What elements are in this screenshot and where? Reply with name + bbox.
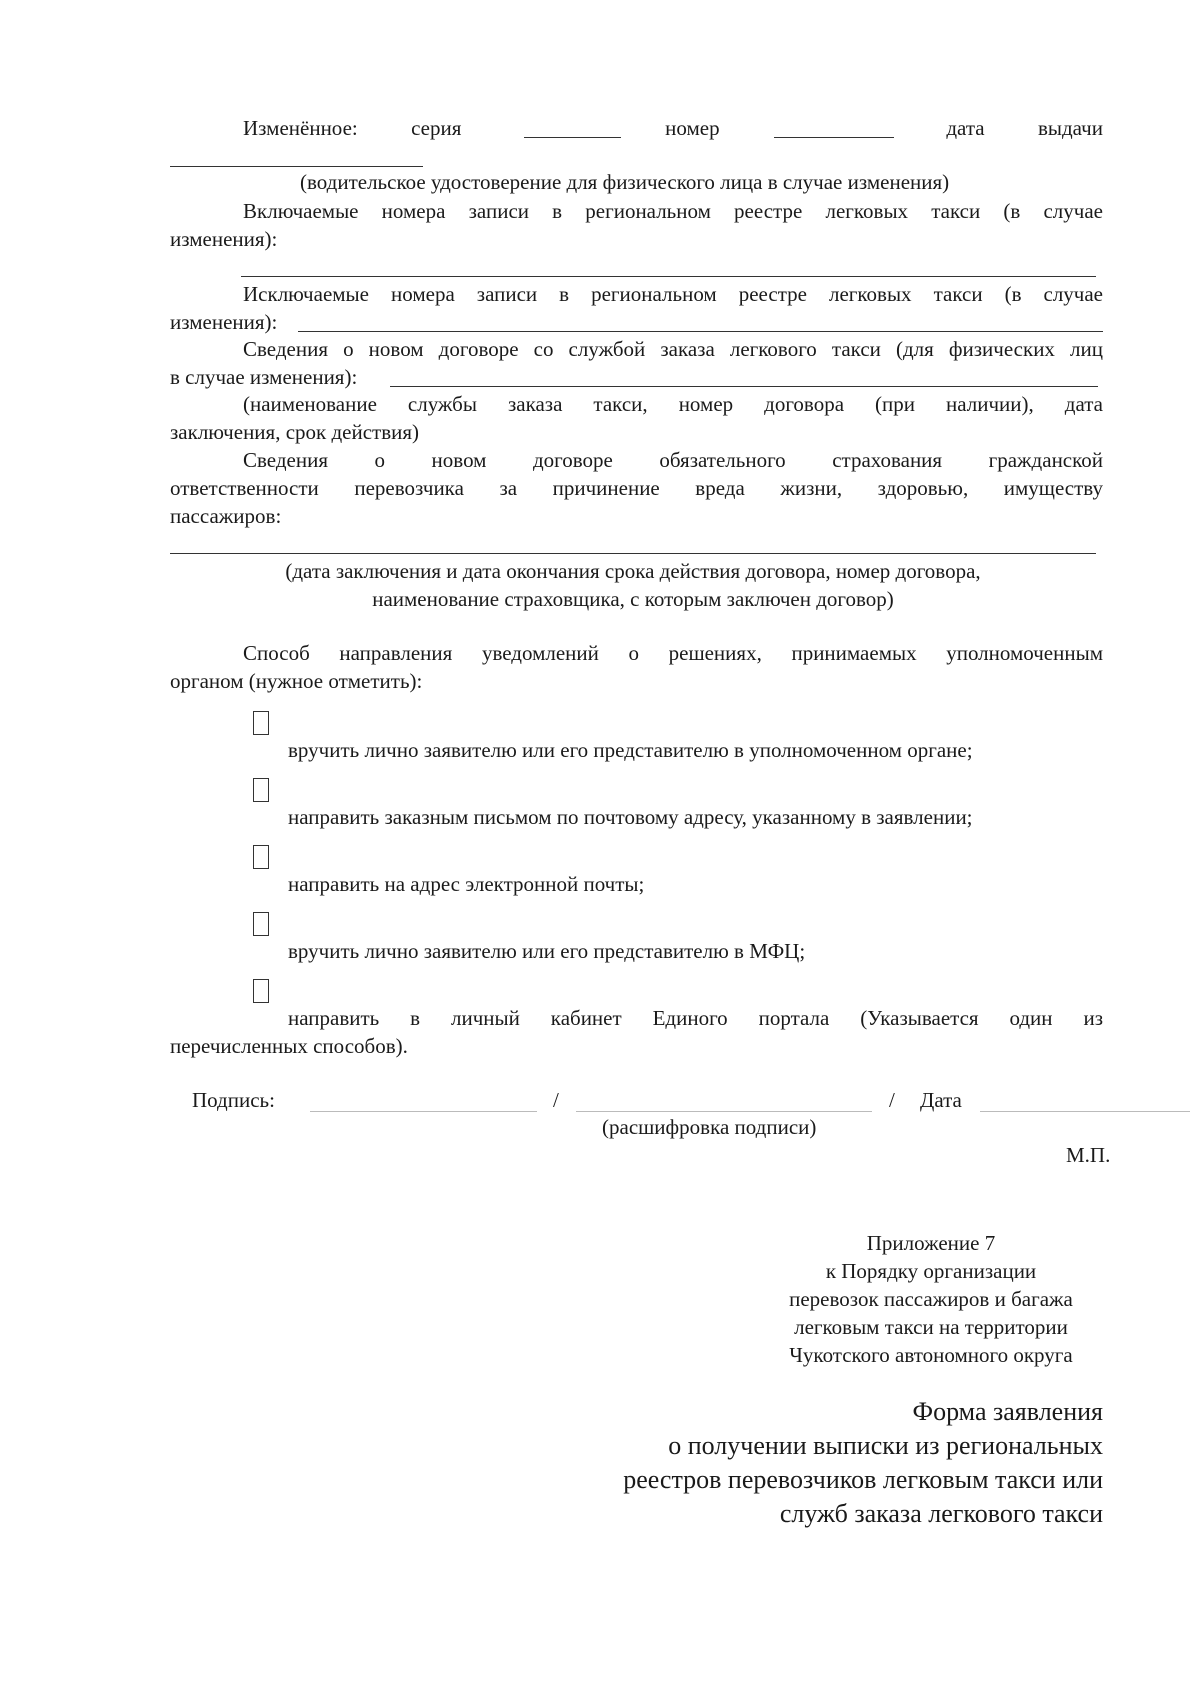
option-checkbox-4[interactable] (253, 912, 269, 936)
excluded-records-field[interactable] (298, 331, 1103, 332)
form-title-line-2: о получении выписки из региональных (668, 1431, 1103, 1460)
issue-label: выдачи (1037, 116, 1103, 140)
insurance-field[interactable] (170, 553, 1096, 554)
notification-line2: органом (нужное отметить): (170, 669, 423, 693)
appendix-line-3: перевозок пассажиров и багажа (789, 1287, 1073, 1311)
form-title-line-1: Форма заявления (912, 1397, 1103, 1426)
insurance-caption1: (дата заключения и дата окончания срока действия договора, номер договора, (285, 559, 981, 583)
signature-date-field[interactable] (980, 1111, 1190, 1112)
date-label: дата (946, 116, 985, 140)
excluded-records-line2: изменения): (170, 310, 278, 334)
included-records-field[interactable] (241, 276, 1096, 277)
option-label-2: направить заказным письмом по почтовому адресу, указанному в заявлении; (288, 805, 973, 829)
new-contract-caption1: (наименование службы заказа такси, номер договора (при наличии), дата (243, 392, 1103, 416)
signature-label: Подпись: (192, 1088, 275, 1112)
included-records-line2: изменения): (170, 227, 278, 251)
series-label: серия (411, 116, 462, 140)
changed-license-row (243, 115, 1103, 142)
option-label-4: вручить лично заявителю или его представителю в МФЦ; (288, 939, 806, 963)
option-label-3: направить на адрес электронной почты; (288, 872, 645, 896)
notification-line1: Способ направления уведомлений о решениях, принимаемых уполномоченным (243, 641, 1103, 665)
option-label-5: направить в личный кабинет Единого портала (Указывается один из (288, 1006, 1103, 1030)
new-contract-field[interactable] (390, 386, 1098, 387)
form-title-line-4: служб заказа легкового такси (779, 1499, 1103, 1528)
stamp-label: М.П. (1066, 1143, 1111, 1167)
form-title-line-3: реестров перевозчиков легковым такси или (623, 1465, 1103, 1494)
option-label-5-line2: перечисленных способов). (170, 1034, 408, 1058)
insurance-line3: пассажиров: (170, 504, 282, 528)
changed-label: Изменённое: (243, 116, 358, 140)
option-checkbox-5[interactable] (253, 979, 269, 1003)
signature-date-label: Дата (920, 1088, 962, 1112)
appendix-line-4: легковым такси на территории (794, 1315, 1068, 1339)
signature-decode-caption: (расшифровка подписи) (602, 1115, 817, 1139)
new-contract-caption2: заключения, срок действия) (170, 420, 420, 444)
issue-date-field[interactable] (170, 166, 423, 167)
series-field[interactable] (524, 137, 621, 138)
option-label-1: вручить лично заявителю или его представителю в уполномоченном органе; (288, 738, 973, 762)
included-records-line1: Включаемые номера записи в региональном реестре легковых такси (в случае (243, 199, 1103, 223)
appendix-line-5: Чукотского автономного округа (789, 1343, 1073, 1367)
signature-decode-field[interactable] (576, 1111, 872, 1112)
insurance-line1: Сведения о новом договоре обязательного страхования гражданской (243, 448, 1103, 472)
signature-slash-1: / (553, 1088, 559, 1112)
option-checkbox-2[interactable] (253, 778, 269, 802)
new-contract-line2: в случае изменения): (170, 365, 358, 389)
license-caption: (водительское удостоверение для физического лица в случае изменения) (300, 170, 950, 194)
signature-slash-2: / (889, 1088, 895, 1112)
option-checkbox-3[interactable] (253, 845, 269, 869)
number-field[interactable] (774, 137, 894, 138)
insurance-caption2: наименование страховщика, с которым заключен договор) (372, 587, 894, 611)
insurance-line2: ответственности перевозчика за причинение вреда жизни, здоровью, имуществу (170, 476, 1103, 500)
appendix-line-1: Приложение 7 (866, 1231, 996, 1255)
signature-field[interactable] (310, 1111, 537, 1112)
appendix-line-2: к Порядку организации (825, 1259, 1037, 1283)
new-contract-line1: Сведения о новом договоре со службой заказа легкового такси (для физических лиц (243, 337, 1103, 361)
number-label: номер (665, 116, 720, 140)
excluded-records-line1: Исключаемые номера записи в региональном реестре легковых такси (в случае (243, 282, 1103, 306)
option-checkbox-1[interactable] (253, 711, 269, 735)
